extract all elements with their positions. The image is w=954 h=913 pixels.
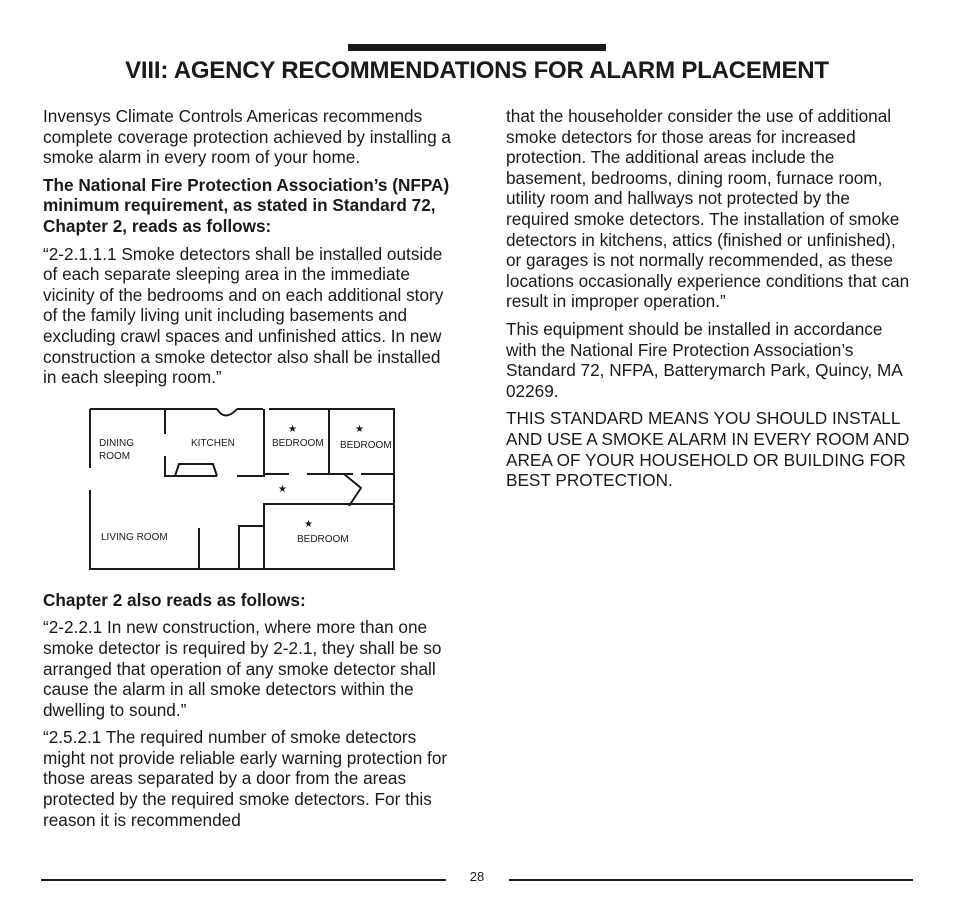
footer-rule-right bbox=[509, 879, 913, 881]
standard-notice: THIS STANDARD MEANS YOU SHOULD INSTALL AND USE A SMOKE ALARM IN EVERY ROOM AND AREA OF YOUR HOUSEHOLD OR BUILDING FOR BEST PROTECTION. bbox=[506, 408, 910, 491]
left-column bbox=[43, 106, 453, 837]
nfpa-quote-3-end: that the householder consider the use of additional smoke detectors for those areas for increased protection. The additional areas include the basement, bedrooms, dining room, furnace room, utility room and hallways not protected by the required smoke detectors. The installation of smoke detectors in kitchens, attics (finished or unfinished), or garages is not normally recommended, as these locations occasionally experience conditions that can result in improper operation.” bbox=[506, 106, 910, 312]
bedroom-2-label: BEDROOM bbox=[340, 439, 392, 451]
intro-paragraph: Invensys Climate Controls Americas recommends complete coverage protection achieved by installing a smoke alarm in every room of your home. bbox=[43, 106, 451, 168]
closet-wall bbox=[239, 526, 264, 569]
title-rule bbox=[348, 44, 606, 51]
nfpa-quote-3-start: “2.5.2.1 The required number of smoke detectors might not provide reliable early warning protection for those areas separated by a door from the areas protected by the required smoke detectors. For this reason it is recommended bbox=[43, 727, 448, 830]
bedroom-1-label: BEDROOM bbox=[272, 437, 324, 449]
detector-marker-bedroom-2: ★ bbox=[355, 423, 364, 435]
door-arc bbox=[217, 409, 237, 416]
footer-rule-left bbox=[41, 879, 446, 881]
detector-marker-bedroom-3: ★ bbox=[304, 518, 313, 530]
kitchen-label: KITCHEN bbox=[191, 437, 235, 449]
dining-label-2: ROOM bbox=[99, 450, 131, 462]
dining-label-1: DINING bbox=[99, 437, 134, 449]
detector-marker-bedroom-1: ★ bbox=[288, 423, 297, 435]
chapter-2-heading: Chapter 2 also reads as follows: bbox=[43, 589, 306, 610]
stove bbox=[175, 464, 217, 476]
floorplan-diagram bbox=[89, 408, 397, 572]
detector-marker-hallway: ★ bbox=[278, 483, 287, 495]
bedroom-3-label: BEDROOM bbox=[297, 533, 349, 545]
living-room-label: LIVING ROOM bbox=[101, 531, 168, 543]
nfpa-heading: The National Fire Protection Association’s (NFPA) minimum requirement, as stated in Standard 72, Chapter 2, reads as follows: bbox=[43, 174, 450, 236]
nfpa-quote-2: “2-2.2.1 In new construction, where more than one smoke detector is required by 2-2.1, they shall be so arranged that operation of any smoke detector shall cause the alarm in all smoke detectors within the dwelling to sound.” bbox=[43, 617, 442, 720]
installation-paragraph: This equipment should be installed in accordance with the National Fire Protection Association’s Standard 72, NFPA, Batterymarch Park, Quincy, MA 02269. bbox=[506, 318, 902, 401]
hall-door bbox=[344, 474, 361, 506]
nfpa-quote-1: “2-2.1.1.1 Smoke detectors shall be installed outside of each separate sleeping area in the immediate vicinity of the bedrooms and on each additional story of the family living unit including basements and excluding crawl spaces and unfinished attics. In new construction a smoke detector also shall be installed in each sleeping room.” bbox=[43, 243, 444, 388]
outer-wall bbox=[90, 409, 394, 569]
page-number: 28 bbox=[469, 869, 485, 884]
page-title: VIII: AGENCY RECOMMENDATIONS FOR ALARM PLACEMENT bbox=[125, 57, 829, 84]
right-column bbox=[506, 106, 914, 498]
bedroom-2-wall bbox=[329, 460, 394, 474]
